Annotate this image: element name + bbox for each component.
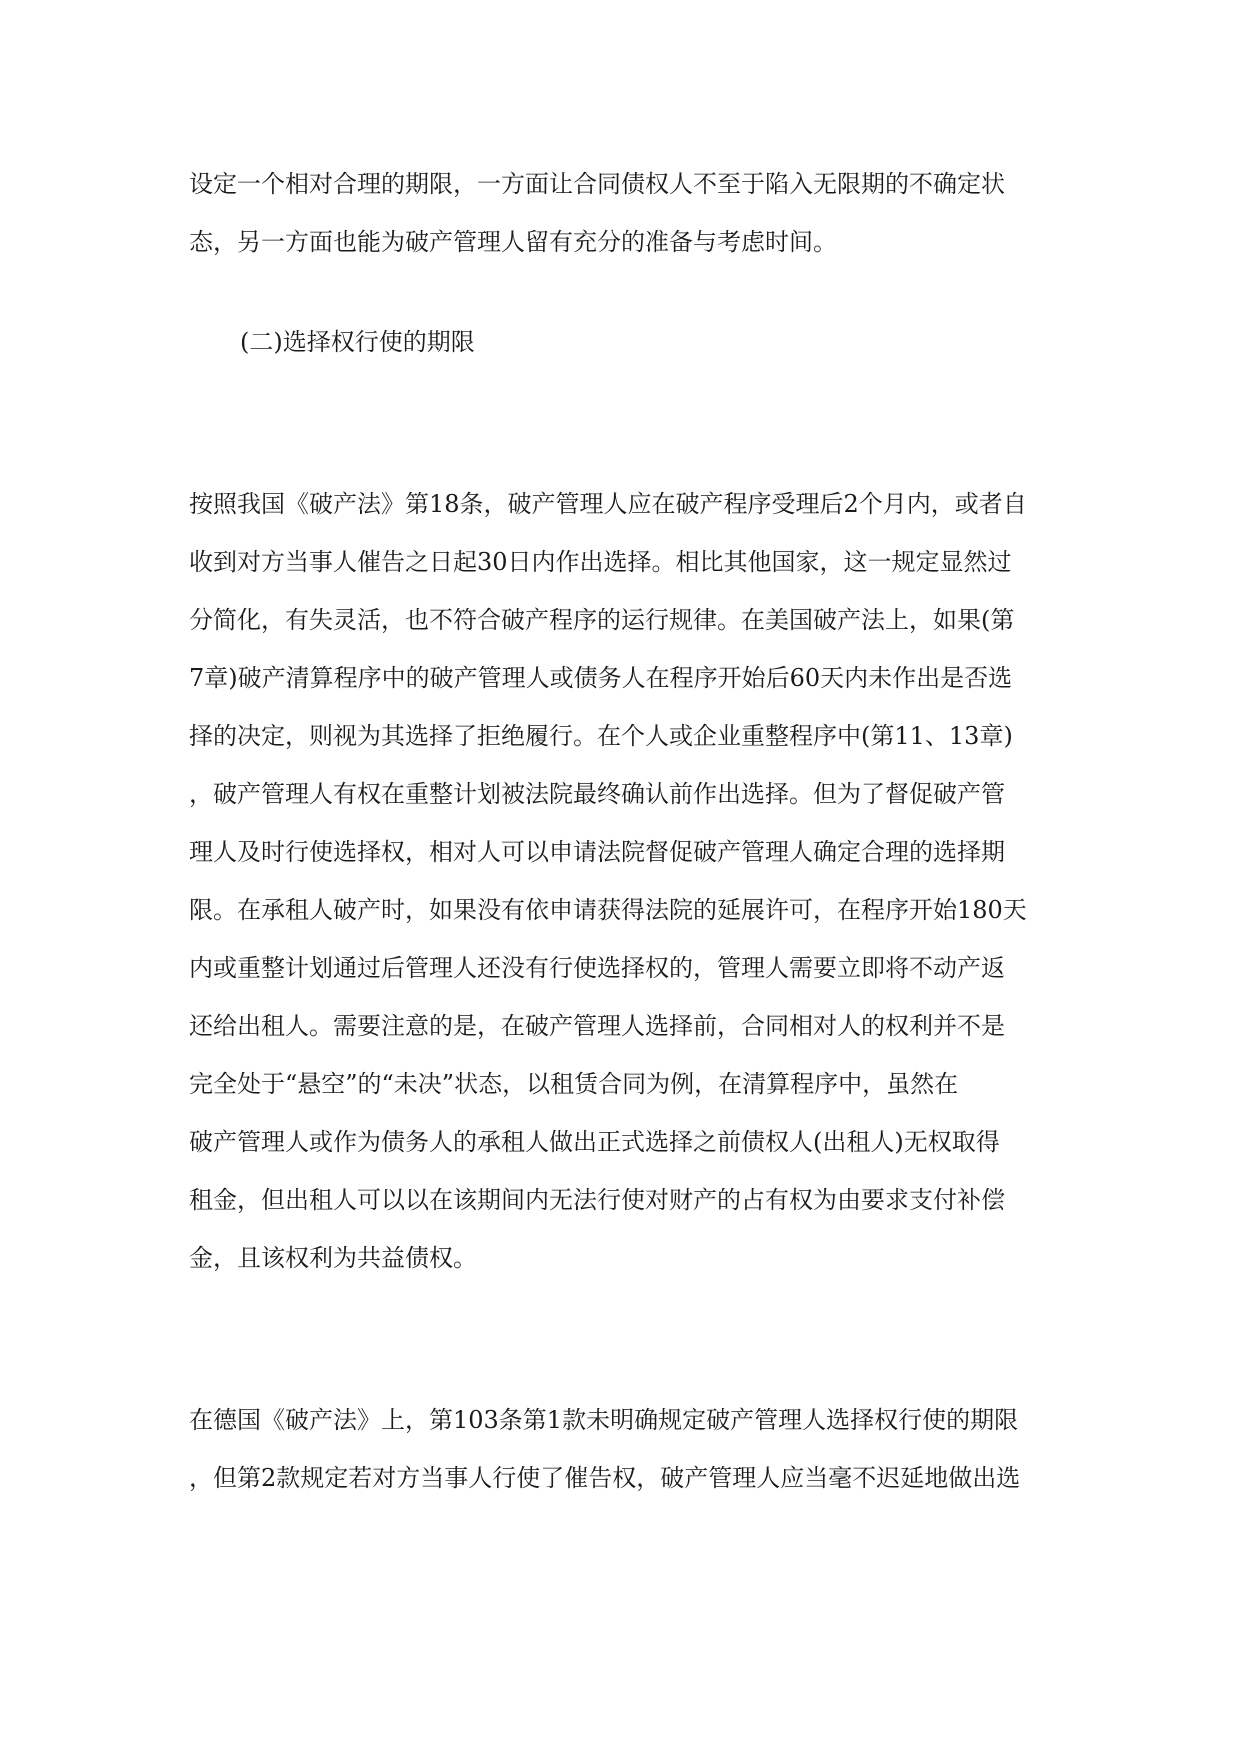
paragraph-line: 分简化，有失灵活，也不符合破产程序的运行规律。在美国破产法上，如果(第 xyxy=(189,606,1015,634)
paragraph-line: 完全处于“悬空”的“未决”状态，以租赁合同为例，在清算程序中，虽然在 xyxy=(189,1070,959,1098)
section-heading: (二)选择权行使的期限 xyxy=(240,328,475,356)
paragraph-line: 理人及时行使选择权，相对人可以申请法院督促破产管理人确定合理的选择期 xyxy=(189,838,1005,866)
paragraph-line: ，但第2款规定若对方当事人行使了催告权，破产管理人应当毫不迟延地做出选 xyxy=(189,1464,1021,1492)
paragraph-line: 按照我国《破产法》第18条，破产管理人应在破产程序受理后2个月内，或者自 xyxy=(189,490,1027,518)
paragraph-line: 择的决定，则视为其选择了拒绝履行。在个人或企业重整程序中(第11、13章) xyxy=(189,722,1013,750)
paragraph-line: 还给出租人。需要注意的是，在破产管理人选择前，合同相对人的权利并不是 xyxy=(189,1012,1005,1040)
paragraph-line: 限。在承租人破产时，如果没有依申请获得法院的延展许可，在程序开始180天 xyxy=(189,896,1027,924)
paragraph-line: 态，另一方面也能为破产管理人留有充分的准备与考虑时间。 xyxy=(189,228,837,256)
paragraph-line: 租金，但出租人可以以在该期间内无法行使对财产的占有权为由要求支付补偿 xyxy=(189,1186,1005,1214)
paragraph-line: 设定一个相对合理的期限，一方面让合同债权人不至于陷入无限期的不确定状 xyxy=(189,170,1005,198)
paragraph-line: 7章)破产清算程序中的破产管理人或债务人在程序开始后60天内未作出是否选 xyxy=(189,664,1013,692)
paragraph-line: 在德国《破产法》上，第103条第1款未明确规定破产管理人选择权行使的期限 xyxy=(189,1406,1019,1434)
paragraph-line: 破产管理人或作为债务人的承租人做出正式选择之前债权人(出租人)无权取得 xyxy=(189,1128,1000,1156)
paragraph-line: 金，且该权利为共益债权。 xyxy=(189,1244,477,1272)
paragraph-line: 收到对方当事人催告之日起30日内作出选择。相比其他国家，这一规定显然过 xyxy=(189,548,1012,576)
paragraph-line: ，破产管理人有权在重整计划被法院最终确认前作出选择。但为了督促破产管 xyxy=(189,780,1005,808)
paragraph-line: 内或重整计划通过后管理人还没有行使选择权的，管理人需要立即将不动产返 xyxy=(189,954,1005,982)
